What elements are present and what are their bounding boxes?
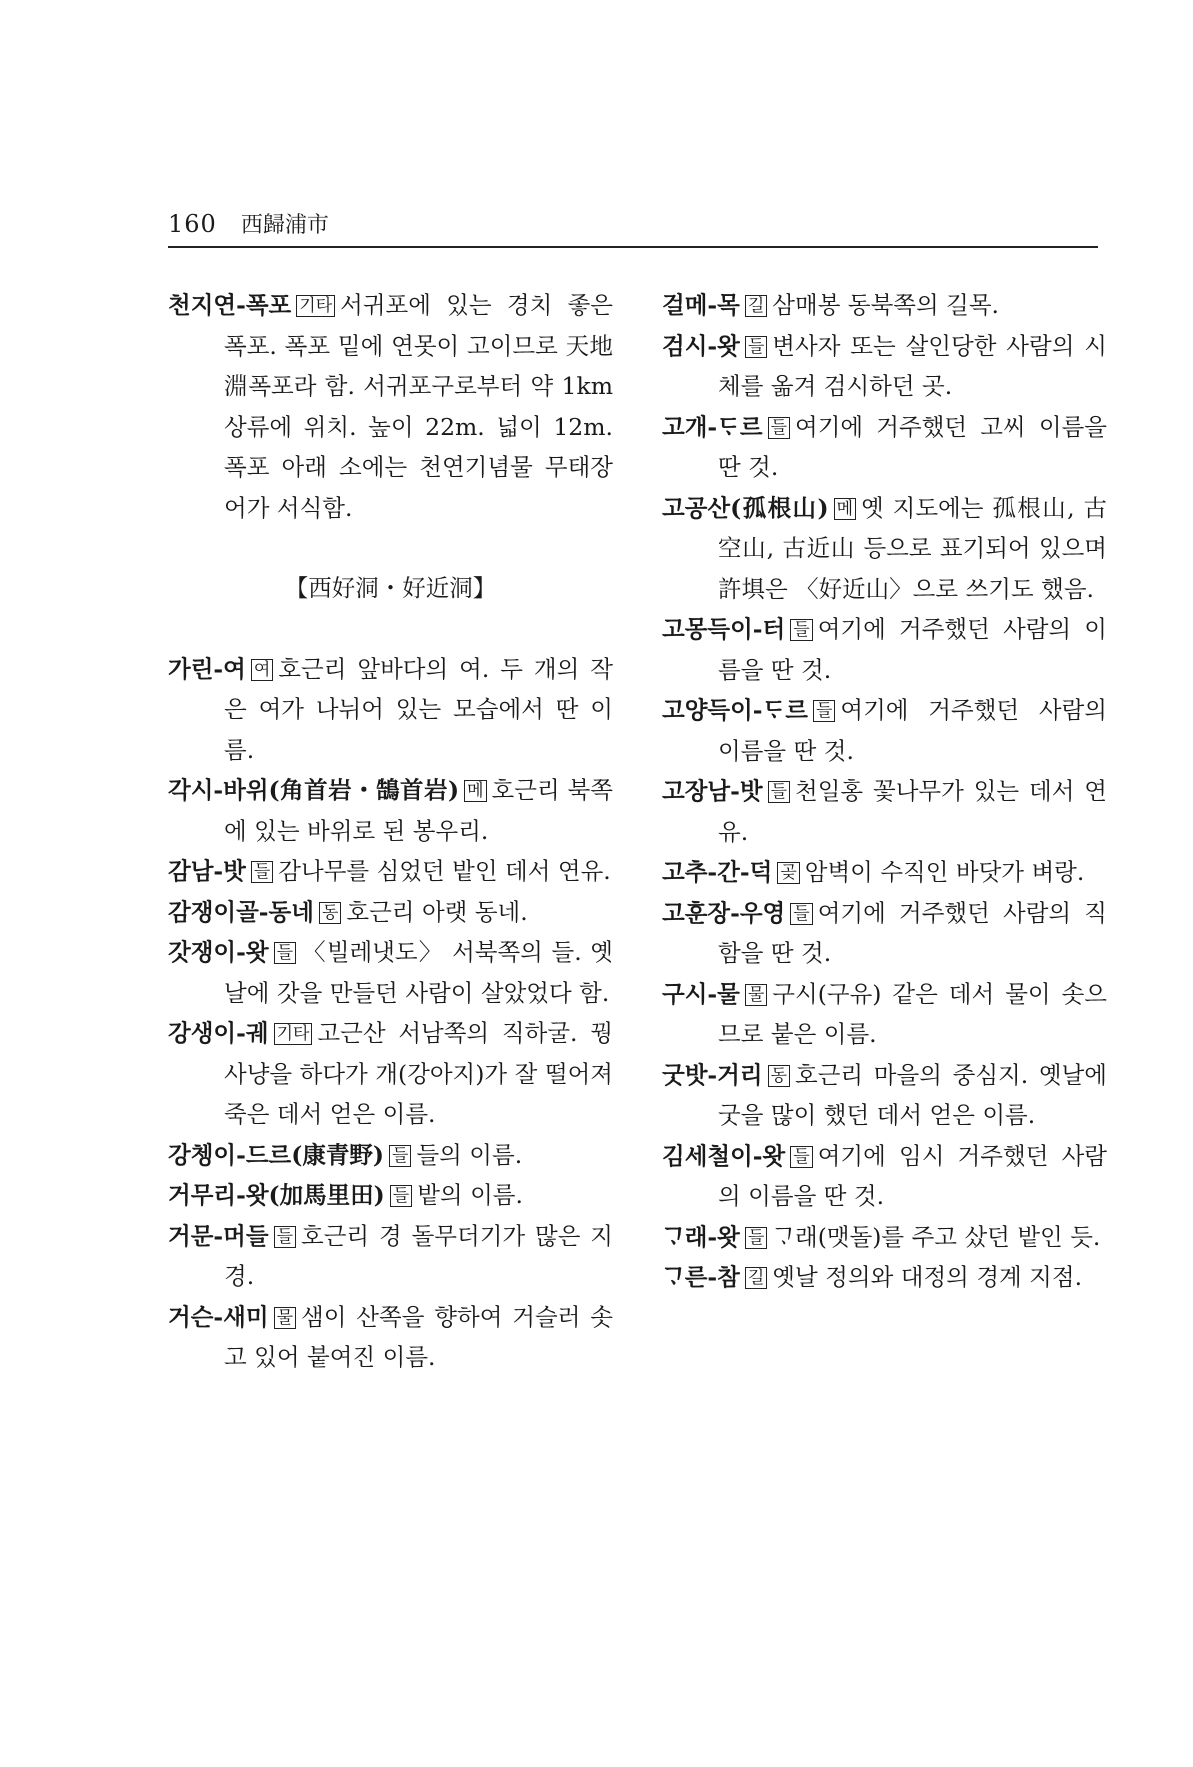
category-tag: 들 [274,942,296,964]
category-tag: 동 [319,902,341,924]
entry-headword: 굿밧-거리 [662,1060,763,1089]
entry-headword: 고개-ᄃᆞ르 [662,412,763,441]
entry [662,609,1107,690]
category-tag: 여 [251,659,273,681]
entry-body: 〈빌레냇도〉 서북쪽의 들. 옛날에 갓을 만들던 사람이 살았었다 함. [224,938,613,1007]
entry-body: 호근리 앞바다의 여. 두 개의 작은 여가 나뉘어 있는 모습에서 딴 이름. [224,654,613,764]
entry-headword: 감쟁이골-동네 [168,897,314,926]
entry-body: 암벽이 수직인 바닷가 벼랑. [804,858,1085,886]
entry [662,893,1107,974]
book-title: 西歸浦市 [240,213,329,238]
entry [662,690,1107,771]
entry-headword: 거무리-왓(加馬里田) [168,1181,385,1209]
category-tag: 들 [790,619,812,641]
entry-body: 삼매봉 동북쪽의 길목. [772,291,1000,319]
entry-body: 천일홍 꽃나무가 있는 데서 연유. [718,777,1107,846]
entry-headword: 감남-밧 [168,857,246,885]
entry-body: 서귀포에 있는 경치 좋은 폭포. 폭포 밑에 연못이 고이므로 天地淵폭포라 함. 서귀포구로부터 약 1km 상류에 위치. 높이 22m. 넓이 12m. 폭포 아래 소에는 천연기념물 무태장어가 서식함. [224,291,613,522]
page-number: 160 [168,210,217,238]
entry-headword: 고몽득이-터 [662,615,786,643]
category-tag: 들 [768,781,790,803]
entry-body: 호근리 경 돌무더기가 많은 지경. [224,1221,613,1290]
entry-body: 여기에 임시 거주했던 사람의 이름을 딴 것. [718,1141,1107,1210]
entry [662,1217,1107,1258]
entry [168,932,613,1013]
entry [662,1136,1107,1217]
entry-body: 샘이 산쪽을 향하여 거슬러 솟고 있어 붙여진 이름. [224,1302,613,1371]
entry [662,974,1107,1055]
entry [168,1175,613,1216]
page-header [168,208,1098,239]
category-tag: 동 [768,1065,790,1087]
entry-headword: 거문-머들 [168,1221,269,1250]
entry-headword: 가린-여 [168,654,246,683]
category-tag: 곶 [777,862,799,884]
right-column [662,285,1107,1298]
category-tag: 들 [768,417,790,439]
entry-body: ᄀᆞ래(맷돌)를 주고 샀던 밭인 듯. [772,1222,1101,1251]
entry-body: 옛 지도에는 孤根山, 古空山, 古近山 등으로 표기되어 있으며 許埧은 〈好近山〉으로 쓰기도 했음. [718,493,1107,603]
category-tag: 들 [813,700,835,722]
entry [168,1135,613,1176]
entry-headword: 강생이-궤 [168,1019,269,1047]
entry-body: 여기에 거주했던 사람의 이름을 딴 것. [718,615,1107,684]
entry-headword: 고훈장-우영 [662,898,786,927]
entry-headword: 각시-바위(角首岩・鵠首岩) [168,776,460,804]
category-tag: 기타 [274,1023,313,1045]
entry [168,285,613,528]
entry-headword: 강쳉이-드르(康青野) [168,1140,384,1169]
header-rule [168,246,1098,248]
entry-body: 호근리 마을의 중심지. 옛날에 굿을 많이 했던 데서 얻은 이름. [718,1060,1107,1129]
entry [168,649,613,771]
category-tag: 기타 [296,295,335,317]
entry [662,488,1107,610]
entry [168,851,613,892]
entry-headword: 갓쟁이-왓 [168,938,269,966]
entry [168,892,613,933]
category-tag: 들 [389,1145,411,1167]
entry-body: 옛날 정의와 대정의 경계 지점. [772,1263,1083,1291]
entry-body: 여기에 거주했던 고씨 이름을 딴 것. [718,412,1107,481]
entry [662,285,1107,326]
entry [168,1013,613,1135]
entry-headword: 구시-물 [662,979,740,1008]
category-tag: 메 [834,498,856,520]
entry-headword: 거슨-새미 [168,1302,269,1331]
entry-body: 밭의 이름. [417,1181,523,1209]
section-title: 【西好洞・好近洞】 [284,574,497,602]
category-tag: 길 [745,295,767,317]
entry-headword: 검시-왓 [662,331,740,360]
entry [662,852,1107,893]
entry-headword: 걸메-목 [662,291,740,319]
entry [662,771,1107,852]
entry-body: 감나무를 심었던 밭인 데서 연유. [278,857,611,885]
entry-body: 호근리 북쪽에 있는 바위로 된 봉우리. [224,776,613,845]
entry-headword: 고장남-밧 [662,777,763,805]
entry-body: 호근리 아랫 동네. [346,897,528,926]
entry-body: 고근산 서남쪽의 직하굴. 꿩 사냥을 하다가 개(강아지)가 잘 떨어져 죽은 데서 얻은 이름. [224,1019,613,1128]
entry-body: 여기에 거주했던 사람의 직함을 딴 것. [718,898,1107,967]
entry [168,1216,613,1297]
entry-headword: 고공산(孤根山) [662,493,829,522]
entry-headword: 고추-간-덕 [662,858,773,886]
entry [662,407,1107,488]
entry-body: 들의 이름. [416,1140,523,1169]
entry [662,1055,1107,1136]
entry [662,326,1107,407]
category-tag: 들 [790,1146,812,1168]
category-tag: 들 [274,1226,296,1248]
category-tag: 메 [464,780,486,802]
category-tag: 들 [745,336,767,358]
left-column [168,285,613,1378]
entry [168,770,613,851]
category-tag: 들 [251,861,273,883]
entry-body: 구시(구유) 같은 데서 물이 솟으므로 붙은 이름. [718,979,1107,1048]
category-tag: 들 [745,1227,767,1249]
category-tag: 들 [390,1185,412,1207]
category-tag: 들 [790,903,812,925]
category-tag: 길 [745,1267,767,1289]
entry [662,1257,1107,1298]
entry-headword: 천지연-폭포 [168,291,292,319]
entry-headword: 고양득이-ᄃᆞ르 [662,696,808,724]
entry-headword: 김세철이-왓 [662,1141,786,1170]
entry-headword: ᄀᆞ른-참 [662,1263,740,1291]
entry [168,1297,613,1378]
entry-body: 변사자 또는 살인당한 사람의 시체를 옮겨 검시하던 곳. [718,331,1107,400]
entry-headword: ᄀᆞ래-왓 [662,1222,740,1251]
entry-body: 여기에 거주했던 사람의 이름을 딴 것. [718,696,1107,765]
category-tag: 물 [745,984,767,1006]
category-tag: 물 [274,1307,296,1329]
